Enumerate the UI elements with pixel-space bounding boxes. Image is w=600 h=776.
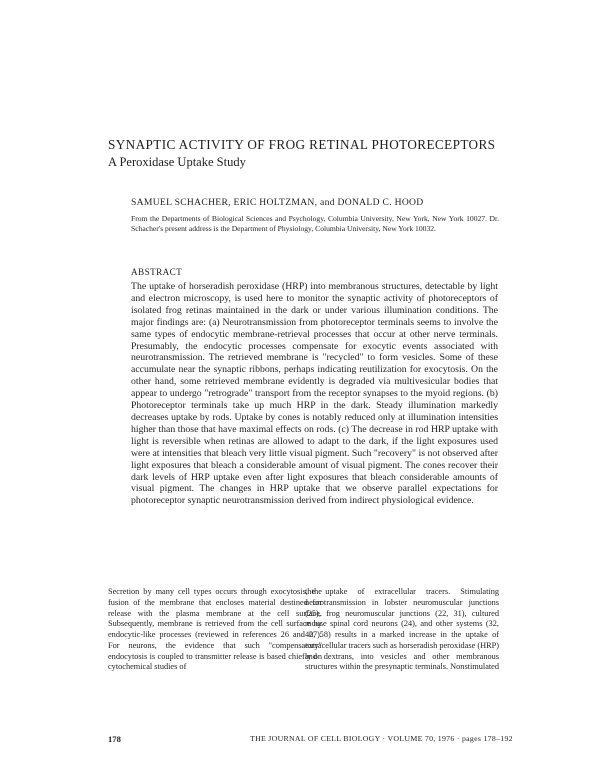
article-title: SYNAPTIC ACTIVITY OF FROG RETINAL PHOTORECEPTORS xyxy=(108,137,496,152)
article-subtitle: A Peroxidase Uptake Study xyxy=(108,155,246,169)
author-affiliation: From the Departments of Biological Sciences and Psychology, Columbia University, New York, New York 10027. Dr. Schacher's present address is the Department of Physiology, Columbia University, New York 10032. xyxy=(131,214,499,234)
author-list: SAMUEL SCHACHER, ERIC HOLTZMAN, and DONALD C. HOOD xyxy=(131,197,424,208)
abstract-body: The uptake of horseradish peroxidase (HRP) into membranous structures, detectable by light and electron microscopy, is used here to monitor the synaptic activity of photoreceptors of isolated frog retinas maintained in the dark or under various illumination conditions. The major findings are: (a) Neurotransmission from photoreceptor terminals seems to involve the same types of endocytic membrane-retrieval processes that occur at other nerve terminals. Presumably, the endocytic processes compensate for exocytic events associated with neurotransmission. The retrieved membrane is "recycled" to form vesicles. Some of these accumulate near the synaptic ribbons, perhaps indicating reutilization for exocytosis. On the other hand, some retrieved membrane evidently is degraded via multivesicular bodies that appear to undergo "retrograde" transport from the receptor synapses to the myoid regions. (b) Photoreceptor terminals take up much HRP in the dark. Steady illumination markedly decreases uptake by rods. Uptake by cones is notably reduced only at illumination intensities higher than those that have maximal effects on rods. (c) The decrease in rod HRP uptake with light is reversible when retinas are allowed to adapt to the dark, if the light exposures used were at intensities that bleach very little visual pigment. Such "recovery" is not observed after light exposures that bleach a considerable amount of visual pigment. The cones recover their dark levels of HRP uptake even after light exposures that bleach considerable amounts of visual pigment. The changes in HRP uptake that we observe parallel expectations for photoreceptor synaptic neurotransmission derived from indirect physiological evidence. xyxy=(131,281,498,507)
body-column-left: Secretion by many cell types occurs through exocytosis, the fusion of the membrane that encloses material destined for release with the plasma membrane at the cell surface. Subsequently, membrane is retrieved from the cell surface by endocytic-like processes (reviewed in references 26 and 27). For neurons, the evidence that such "compensatory" endocytosis is coupled to transmitter release is based chiefly on cytochemical studies of xyxy=(108,587,322,672)
running-footer: THE JOURNAL OF CELL BIOLOGY · VOLUME 70, 1976 · pages 178–192 xyxy=(250,734,513,743)
body-column-right: the uptake of extracellular tracers. Stimulating neurotransmission in lobster neuromuscular junctions (25), frog neuromuscular junctions (22, 31), cultured mouse spinal cord neurons (24), and other systems (32, 40, 58) results in a marked increase in the uptake of extracellular tracers such as horseradish peroxidase (HRP) and dextrans, into vesicles and other membranous structures within the presynaptic terminals. Nonstimulated xyxy=(305,587,500,672)
abstract-heading: ABSTRACT xyxy=(131,267,183,277)
page-number: 178 xyxy=(108,734,121,744)
